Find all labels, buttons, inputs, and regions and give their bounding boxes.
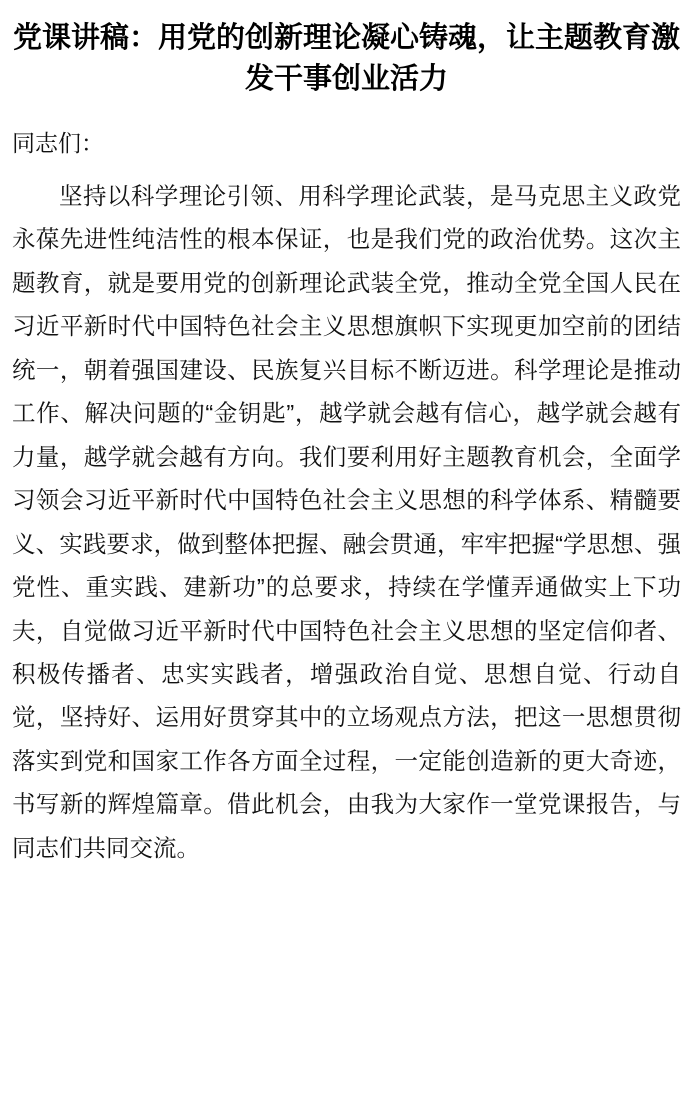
body-paragraph: 坚持以科学理论引领、用科学理论武装，是马克思主义政党永葆先进性纯洁性的根本保证，也是我们党的政治优势。这次主题教育，就是要用党的创新理论武装全党，推动全党全国人民在习近平新时代中国特色社会主义思想旗帜下实现更加空前的团结统一，朝着强国建设、民族复兴目标不断迈进。科学理论是推动工作、解决问题的“金钥匙”，越学就会越有信心，越学就会越有力量，越学就会越有方向。我们要利用好主题教育机会，全面学习领会习近平新时代中国特色社会主义思想的科学体系、精髓要义、实践要求，做到整体把握、融会贯通，牢牢把握“学思想、强党性、重实践、建新功”的总要求，持续在学懂弄通做实上下功夫，自觉做习近平新时代中国特色社会主义思想的坚定信仰者、积极传播者、忠实实践者，增强政治自觉、思想自觉、行动自觉，坚持好、运用好贯穿其中的立场观点方法，把这一思想贯彻落实到党和国家工作各方面全过程，一定能创造新的更大奇迹，书写新的辉煌篇章。借此机会，由我为大家作一堂党课报告，与同志们共同交流。 xyxy=(12,182,681,861)
page-title: 党课讲稿：用党的创新理论凝心铸魂，让主题教育激发干事创业活力 xyxy=(12,22,680,96)
salutation-text: 同志们： xyxy=(12,130,104,157)
